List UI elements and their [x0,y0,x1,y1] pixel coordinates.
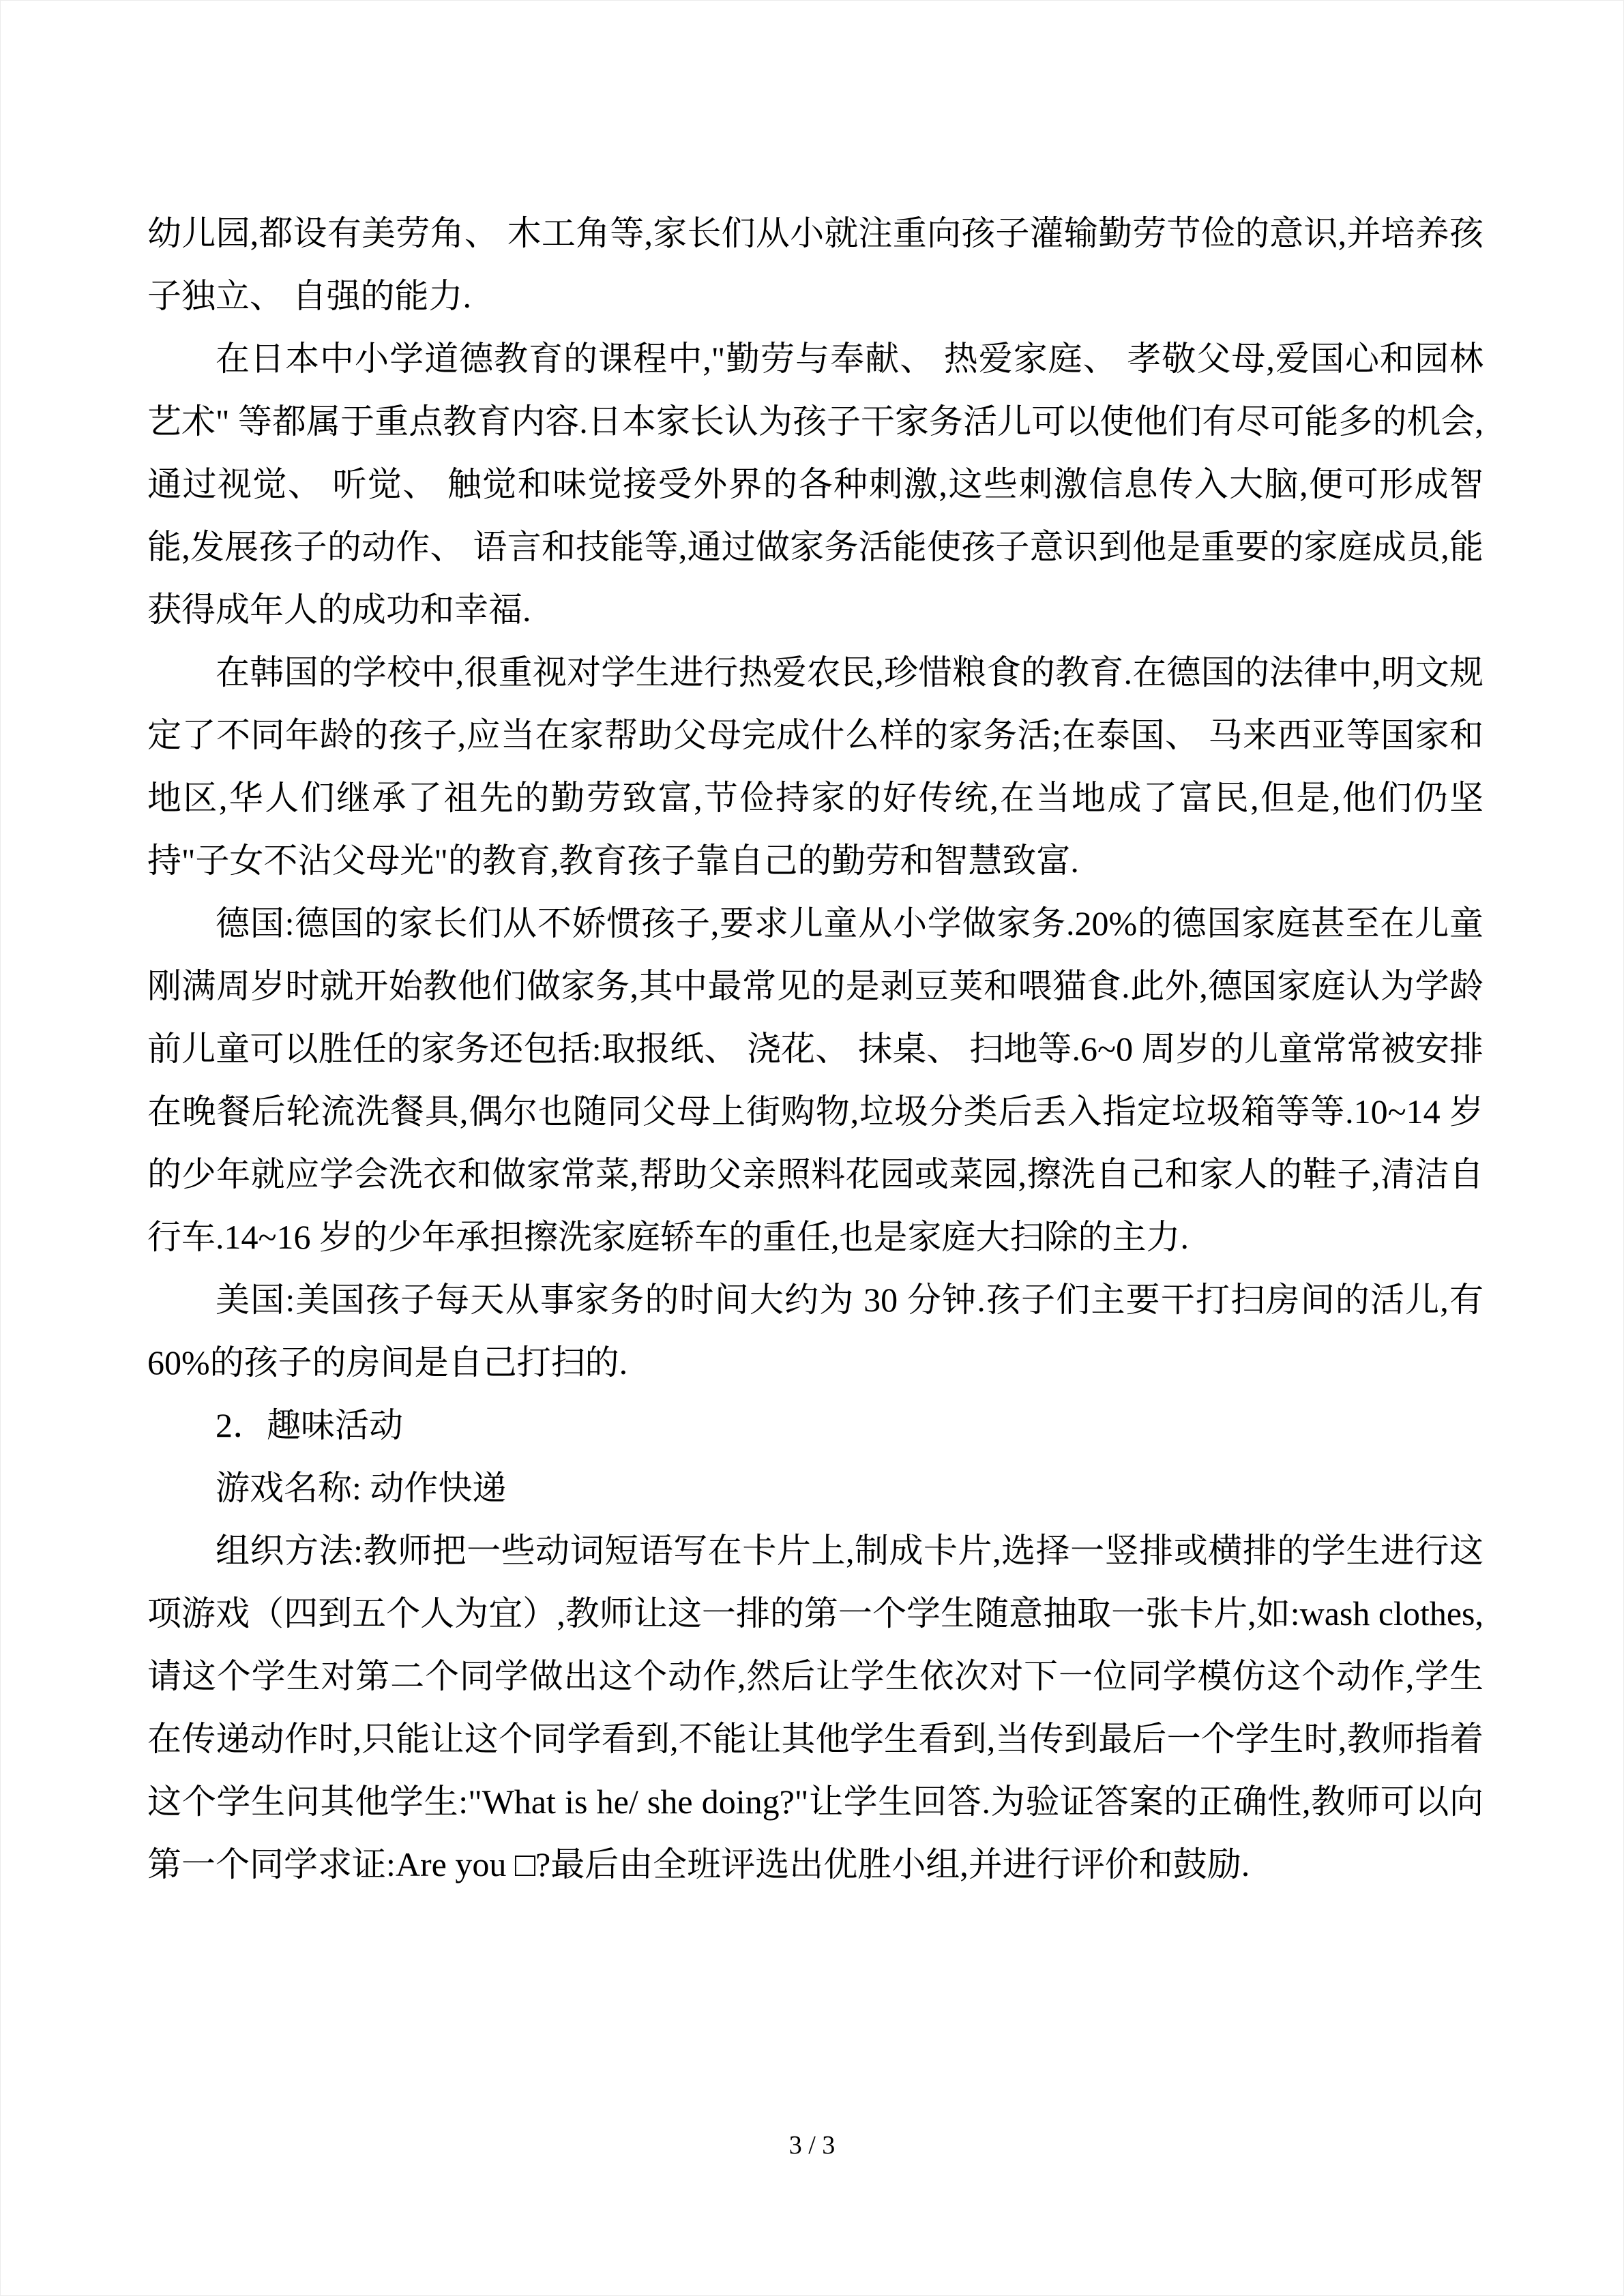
paragraph: 组织方法:教师把一些动词短语写在卡片上,制成卡片,选择一竖排或横排的学生进行这项游戏（四到五个人为宜）,教师让这一排的第一个学生随意抽取一张卡片,如:wash clothes,请这个学生对第二个同学做出这个动作,然后让学生依次对下一位同学模仿这个动作,学生在传递动作时,只能让这个同学看到,不能让其他学生看到,当传到最后一个学生时,教师指着这个学生问其他学生:"What is he/ she doing?"让学生回答.为验证答案的正确性,教师可以向第一个同学求证:Are you □?最后由全班评选出优胜小组,并进行评价和鼓励. [147,1532,1483,1883]
paragraph: 幼儿园,都设有美劳角、 木工角等,家长们从小就注重向孩子灌输勤劳节俭的意识,并培养孩子独立、 自强的能力. [147,214,1483,315]
paragraph-game-name: 游戏名称: 动作快递 [216,1469,507,1507]
page-number: 3 / 3 [788,2131,836,2160]
paragraph: 美国:美国孩子每天从事家务的时间大约为 30 分钟.孩子们主要干打扫房间的活儿,有 60%的孩子的房间是自己打扫的. [147,1281,1483,1382]
paragraph: 在日本中小学道德教育的课程中,"勤劳与奉献、 热爱家庭、 孝敬父母,爱国心和园林艺术" 等都属于重点教育内容.日本家长认为孩子干家务活儿可以使他们有尽可能多的机会,通过视觉、 听觉、 触觉和味觉接受外界的各种刺激,这些刺激信息传入大脑,便可形成智能,发展孩子的动作、 语言和技能等,通过做家务活能使孩子意识到他是重要的家庭成员,能获得成年人的成功和幸福. [147,340,1483,629]
page-footer [1,2128,1623,2162]
paragraph: 在韩国的学校中,很重视对学生进行热爱农民,珍惜粮食的教育.在德国的法律中,明文规定了不同年龄的孩子,应当在家帮助父母完成什么样的家务活;在泰国、 马来西亚等国家和地区,华人们继承了祖先的勤劳致富,节俭持家的好传统,在当地成了富民,但是,他们仍坚持"子女不沾父母光"的教育,教育孩子靠自己的勤劳和智慧致富. [147,653,1483,880]
document-body [1,1,1623,1896]
paragraph: 德国:德国的家长们从不娇惯孩子,要求儿童从小学做家务.20%的德国家庭甚至在儿童刚满周岁时就开始教他们做家务,其中最常见的是剥豆荚和喂猫食.此外,德国家庭认为学龄前儿童可以胜任的家务还包括:取报纸、 浇花、 抹桌、 扫地等.6~0 周岁的儿童常常被安排在晚餐后轮流洗餐具,偶尔也随同父母上街购物,垃圾分类后丢入指定垃圾箱等等.10~14 岁的少年就应学会洗衣和做家常菜,帮助父亲照料花园或菜园,擦洗自己和家人的鞋子,清洁自行车.14~16 岁的少年承担擦洗家庭轿车的重任,也是家庭大扫除的主力. [147,904,1483,1256]
paragraph-section-heading: 2．趣味活动 [216,1406,403,1444]
